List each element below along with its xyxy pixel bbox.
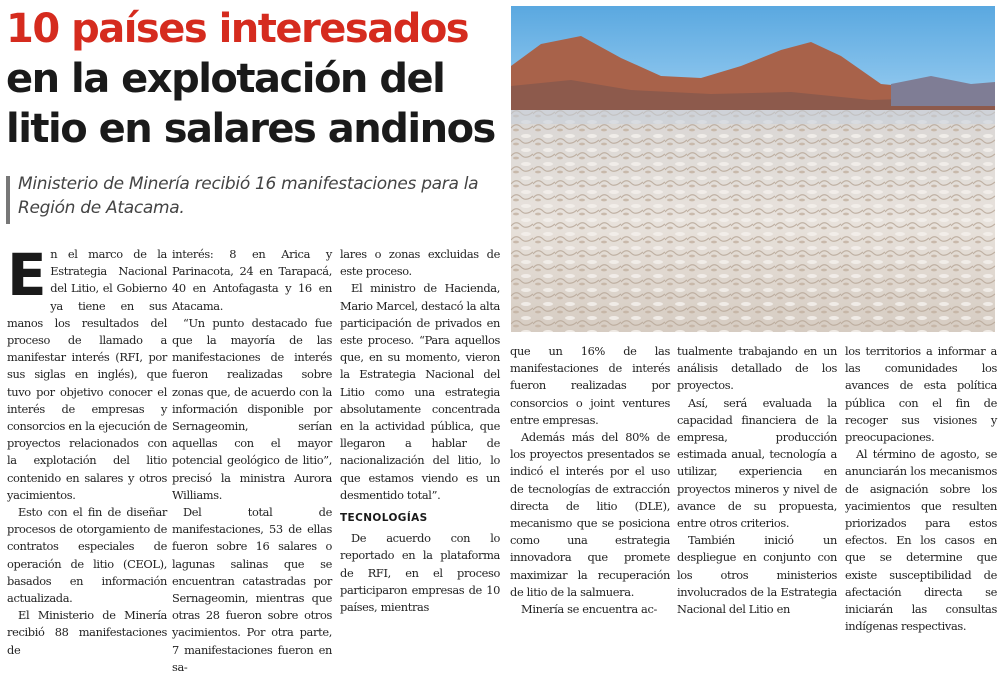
headline <box>6 4 506 154</box>
paragraph: que un 16% de las manifestaciones de interés fueron realizadas por consorcios o joint ventures entre empresas. <box>510 344 670 427</box>
paragraph: “Un punto destacado fue que la mayoría de las manifestaciones de interés fueron realizadas sobre zonas que, de acuerdo con la información disponible por Sernageomin, serían aquellas con el mayor potencial geológico de litio”, precisó la ministra Aurora Williams. <box>172 315 332 502</box>
paragraph: Al término de agosto, se anunciarán los mecanismos de asignación sobre los yacimientos que resulten priorizados para estos efectos. En los casos en que se determine que existe susceptibilidad de afectación directa se iniciarán las consultas indígenas respectivas. <box>845 447 997 634</box>
paragraph: Del total de manifestaciones, 53 de ellas fueron sobre 16 salares o lagunas salinas que se encuentran catastradas por Sernageomin, mientras que otras 28 fueron sobre otros yacimientos. Por otra parte, 7 manifestaciones fueron en sa- <box>172 505 332 674</box>
paragraph: interés: 8 en Arica y Parinacota, 24 en Tarapacá, 40 en Antofagasta y 16 en Atacama. <box>172 247 332 313</box>
article-column-4 <box>510 343 670 618</box>
headline-line-1: 10 países interesados <box>6 6 469 52</box>
headline-line-2: en la explotación del <box>6 56 445 102</box>
paragraph: tualmente trabajando en un análisis detallado de los proyectos. <box>677 344 837 393</box>
paragraph: Minería se encuentra ac- <box>521 602 658 617</box>
drop-cap: E <box>7 241 47 309</box>
section-heading: TECNOLOGÍAS <box>340 512 428 525</box>
headline-line-3: litio en salares andinos <box>6 106 495 152</box>
article-column-1 <box>7 241 167 659</box>
subhead: Ministerio de Minería recibió 16 manifestaciones para la Región de Atacama. <box>18 174 479 218</box>
paragraph: El Ministerio de Minería recibió 88 manifestaciones de <box>7 608 167 657</box>
paragraph: También inició un despliegue en conjunto con los otros ministerios involucrados de la Estrategia Nacional del Litio en <box>677 533 837 617</box>
paragraph <box>7 241 167 504</box>
paragraph-text: n el marco de la Estrategia Nacional del Litio, el Gobierno ya tiene en sus manos los resultados del proceso de llamado a manifestar interés (RFI, por sus siglas en inglés), que tuvo por objetivo conocer el interés de empresas y consorcios en la ejecución de proyectos relacionados con la explotación del litio contenido en salares y otros yacimientos. <box>7 247 167 502</box>
paragraph: lares o zonas excluidas de este proceso. <box>340 247 500 279</box>
salt-flat-photo <box>511 6 995 332</box>
paragraph: El ministro de Hacienda, Mario Marcel, destacó la alta participación de privados en este proceso. “Para aquellos que, en su momento, vieron la Estrategia Nacional del Litio como una estrategia absolutamente concentrada en la actividad pública, que llegaron a hablar de nacionalización del litio, lo que estamos viendo es un desmentido total”. <box>340 281 500 502</box>
article-column-5 <box>677 343 837 618</box>
paragraph: Además más del 80% de los proyectos presentados se indicó el interés por el uso de tecnologías de extracción directa de litio (DLE), mecanismo que se posiciona como una estrategia innovadora que promete maximizar la recuperación de litio de la salmuera. <box>510 430 670 599</box>
paragraph: los territorios a informar a las comunidades los avances de esta política pública con el fin de recoger sus visiones y preocupaciones. <box>845 344 997 445</box>
article-column-2 <box>172 246 332 676</box>
paragraph: De acuerdo con lo reportado en la plataforma de RFI, en el proceso participaron empresas de 10 países, mientras <box>340 531 500 615</box>
paragraph: Así, será evaluada la capacidad financiera de la empresa, producción estimada anual, tecnología a utilizar, experiencia en proyectos mineros y nivel de avance de su propuesta, entre otros criterios. <box>677 395 837 531</box>
article-column-6 <box>845 343 997 635</box>
paragraph: Esto con el fin de diseñar procesos de otorgamiento de contratos especiales de operación de litio (CEOL), basados en información actualizada. <box>7 505 167 606</box>
article-column-3 <box>340 246 500 616</box>
subhead-rule <box>6 176 10 224</box>
